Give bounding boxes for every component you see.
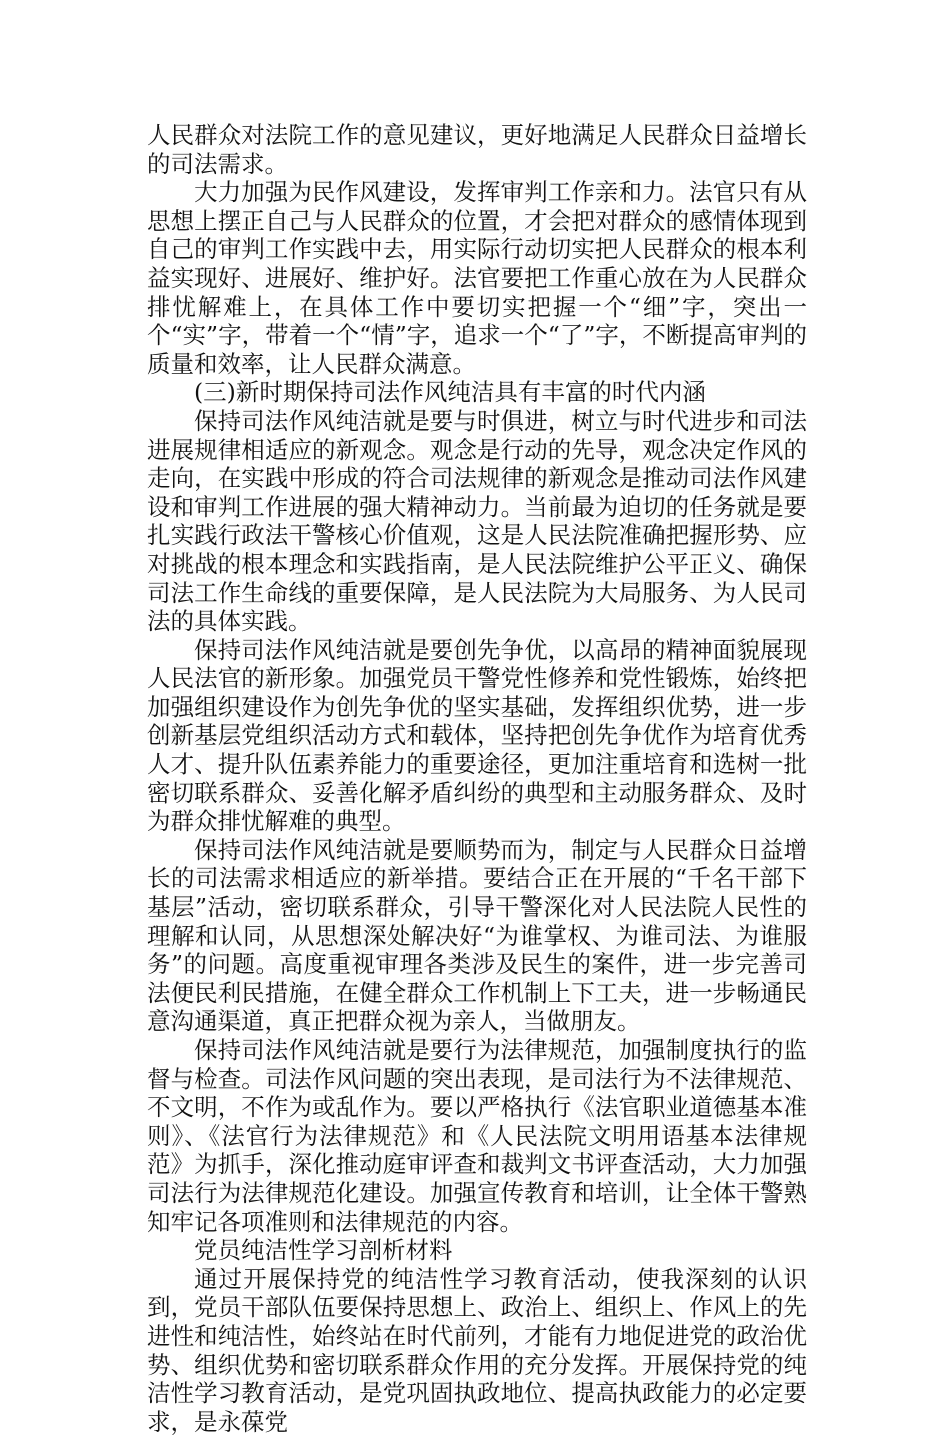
paragraph: 保持司法作风纯洁就是要顺势而为，制定与人民群众日益增长的司法需求相适应的新举措。要结合正在开展的“千名干部下基层”活动，密切联系群众，引导干警深化对人民法院人民性的理解和认同，从思想深处解决好“为谁掌权、为谁司法、为谁服务”的问题。高度重视审理各类涉及民生的案件，进一步完善司法便民利民措施，在健全群众工作机制上下工夫，进一步畅通民意沟通渠道，真正把群众视为亲人，当做朋友。 bbox=[147, 835, 807, 1036]
paragraph: 保持司法作风纯洁就是要行为法律规范，加强制度执行的监督与检查。司法作风问题的突出表现，是司法行为不法律规范、不文明，不作为或乱作为。要以严格执行《法官职业道德基本准则》、《法官行为法律规范》和《人民法院文明用语基本法律规范》为抓手，深化推动庭审评查和裁判文书评查活动，大力加强司法行为法律规范化建设。加强宣传教育和培训，让全体干警熟知牢记各项准则和法律规范的内容。 bbox=[147, 1036, 807, 1236]
document-page bbox=[147, 121, 807, 1436]
paragraph: 通过开展保持党的纯洁性学习教育活动，使我深刻的认识到，党员干部队伍要保持思想上、政治上、组织上、作风上的先进性和纯洁性，始终站在时代前列，才能有力地促进党的政治优势、组织优势和密切联系群众作用的充分发挥。开展保持党的纯洁性学习教育活动，是党巩固执政地位、提高执政能力的必定要求，是永葆党 bbox=[147, 1264, 807, 1436]
paragraph: 保持司法作风纯洁就是要与时俱进，树立与时代进步和司法进展规律相适应的新观念。观念是行动的先导，观念决定作风的走向，在实践中形成的符合司法规律的新观念是推动司法作风建设和审判工作进展的强大精神动力。当前最为迫切的任务就是要扎实践行政法干警核心价值观，这是人民法院准确把握形势、应对挑战的根本理念和实践指南，是人民法院维护公平正义、确保司法工作生命线的重要保障，是人民法院为大局服务、为人民司法的具体实践。 bbox=[147, 406, 807, 636]
section-heading: (三)新时期保持司法作风纯洁具有丰富的时代内涵 bbox=[194, 378, 706, 407]
document-title: 党员纯洁性学习剖析材料 bbox=[194, 1236, 453, 1265]
paragraph: 大力加强为民作风建设，发挥审判工作亲和力。法官只有从思想上摆正自己与人民群众的位置，才会把对群众的感情体现到自己的审判工作实践中去，用实际行动切实把人民群众的根本利益实现好、进展好、维护好。法官要把工作重心放在为人民群众排忧解难上，在具体工作中要切实把握一个“细”字，突出一个“实”字，带着一个“情”字，追求一个“了”字，不断提高审判的质量和效率，让人民群众满意。 bbox=[147, 178, 807, 378]
paragraph: 保持司法作风纯洁就是要创先争优，以高昂的精神面貌展现人民法官的新形象。加强党员干警党性修养和党性锻炼，始终把加强组织建设作为创先争优的坚实基础，发挥组织优势，进一步创新基层党组织活动方式和载体，坚持把创先争优作为培育优秀人才、提升队伍素养能力的重要途径，更加注重培育和选树一批密切联系群众、妥善化解矛盾纠纷的典型和主动服务群众、及时为群众排忧解难的典型。 bbox=[147, 635, 807, 836]
paragraph: 人民群众对法院工作的意见建议，更好地满足人民群众日益增长的司法需求。 bbox=[147, 121, 807, 178]
